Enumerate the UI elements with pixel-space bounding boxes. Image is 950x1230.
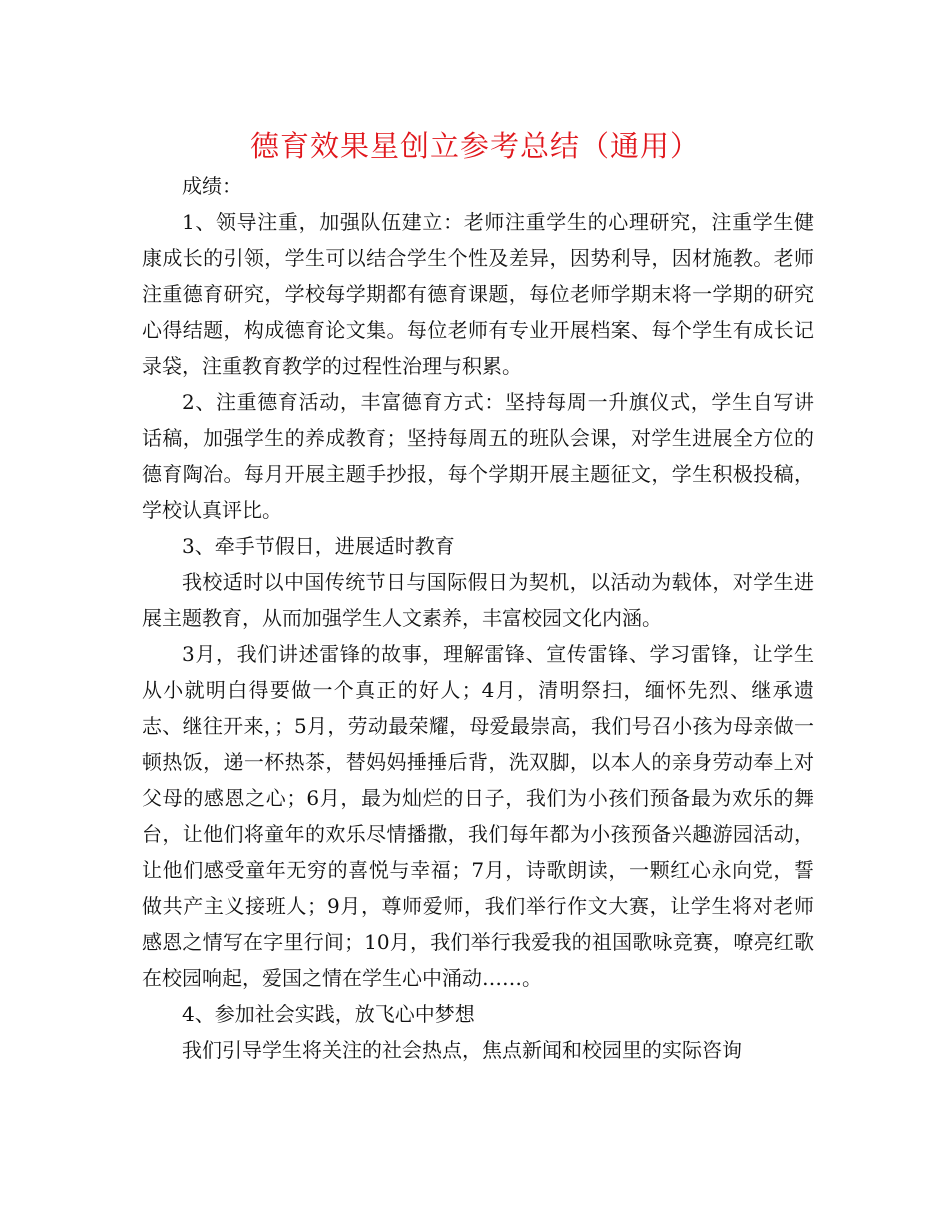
document-title: 德育效果星创立参考总结（通用） [249,129,700,163]
paragraph-item-4-body: 我们引导学生将关注的社会热点，焦点新闻和校园里的实际咨询 [182,1038,742,1062]
document-body [142,168,814,1068]
paragraph-item-4-heading: 4、参加社会实践，放飞心中梦想 [182,1002,475,1026]
paragraph-item-2: 2、注重德育活动，丰富德育方式：坚持每周一升旗仪式，学生自写讲话稿，加强学生的养成教育；坚持每周五的班队会课，对学生进展全方位的德育陶冶。每月开展主题手抄报，每个学期开展主题征文，学生积极投稿，学校认真评比。 [142,390,814,522]
paragraph-item-1: 1、领导注重，加强队伍建立：老师注重学生的心理研究，注重学生健康成长的引领，学生可以结合学生个性及差异，因势利导，因材施教。老师注重德育研究，学校每学期都有德育课题，每位老师学期末将一学期的研究心得结题，构成德育论文集。每位老师有专业开展档案、每个学生有成长记录袋，注重教育教学的过程性治理与积累。 [142,210,814,378]
paragraph-item-3-monthly: 3月，我们讲述雷锋的故事，理解雷锋、宣传雷锋、学习雷锋，让学生从小就明白得要做一个真正的好人；4月，清明祭扫，缅怀先烈、继承遗志、继往开来，；5月，劳动最荣耀，母爱最崇高，我们号召小孩为母亲做一顿热饭，递一杯热茶，替妈妈捶捶后背，洗双脚，以本人的亲身劳动奉上对父母的感恩之心；6月，最为灿烂的日子，我们为小孩们预备最为欢乐的舞台，让他们将童年的欢乐尽情播撒，我们每年都为小孩预备兴趣游园活动，让他们感受童年无穷的喜悦与幸福；7月，诗歌朗读，一颗红心永向党，誓做共产主义接班人；9月，尊师爱师，我们举行作文大赛，让学生将对老师感恩之情写在字里行间；10月，我们举行我爱我的祖国歌咏竞赛，嘹亮红歌在校园响起，爱国之情在学生心中涌动……。 [142,642,814,990]
paragraph-item-3-intro: 我校适时以中国传统节日与国际假日为契机，以活动为载体，对学生进展主题教育，从而加强学生人文素养，丰富校园文化内涵。 [142,570,814,630]
paragraph-achievements-heading: 成绩： [182,174,242,198]
paragraph-item-3-heading: 3、牵手节假日，进展适时教育 [182,534,455,558]
